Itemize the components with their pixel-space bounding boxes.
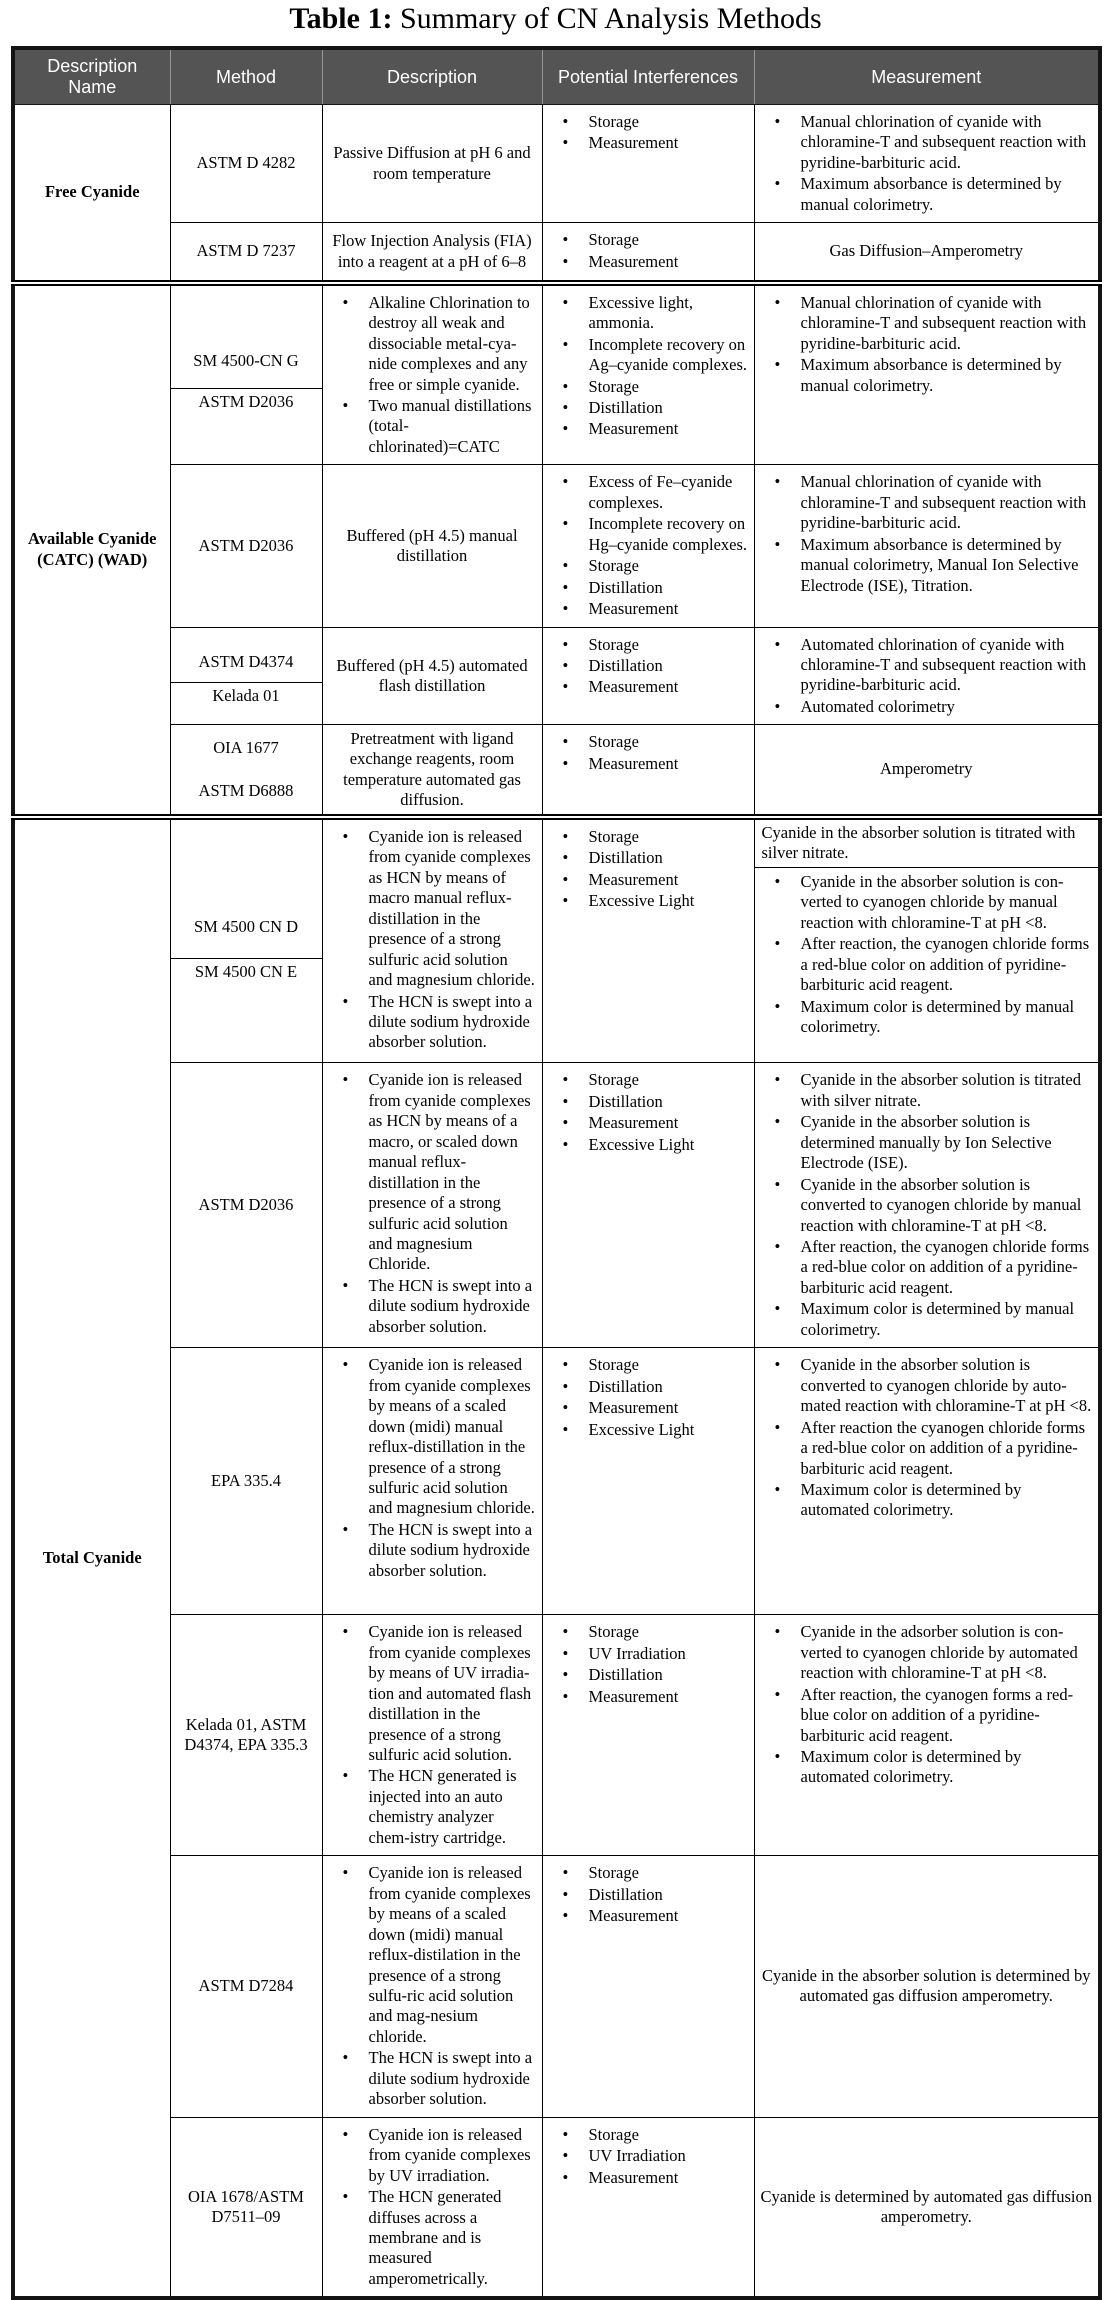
measurement-cell [754,1348,1100,1615]
bullet-item: • Storage [563,1355,748,1375]
bullet-item: • Manual chlorination of cyanide with chloramine-T and subsequent reaction with pyridine-barbituric acid. [775,472,1093,533]
bullet-item: • Distillation [563,656,748,676]
description-cell [322,283,542,465]
bullet-item: • Distillation [563,578,748,598]
bullet-item: • Measurement [563,599,748,619]
header-row [13,48,1100,105]
bullet-item: • Measurement [563,2168,748,2188]
bullet-item: • After reaction, the cyanogen forms a red-blue color on addition of a pyridine-barbituric acid reagent. [775,1685,1093,1746]
interferences-list [549,112,748,154]
method-cell: EPA 335.4 [170,1348,322,1615]
method-cell-split [170,283,322,465]
header-potential-interferences: Potential Interferences [542,48,754,105]
table-row [13,283,1100,465]
measurement-list [761,872,1093,1038]
bullet-item: • Maximum absorbance is determined by manual colorimetry. [775,174,1093,215]
description-cell: Buffered (pH 4.5) manual distillation [322,465,542,627]
table-row [13,223,1100,283]
measurement-cell: Gas Diffusion–Amperometry [754,223,1100,283]
bullet-item: • Distillation [563,1092,748,1112]
table-row [13,627,1100,725]
table-row [13,465,1100,627]
method-subcell: SM 4500-CN G [171,335,322,389]
group-label-total-cyanide: Total Cyanide [13,817,170,2298]
measurement-cell [754,627,1100,725]
interferences-cell [542,725,754,817]
bullet-item: • Manual chlorination of cyanide with chloramine-T and subsequent reaction with pyridine-barbituric acid. [775,112,1093,173]
method-cell: ASTM D2036 [170,1063,322,1348]
table-title-text: Summary of CN Analysis Methods [399,2,822,35]
page-title [0,0,1111,36]
bullet-item: • Maximum color is determined by automated colorimetry. [775,1747,1093,1788]
method-subcell: SM 4500 CN D [171,897,322,959]
bullet-item: • Cyanide ion is released from cyanide complexes by UV irradiation. [343,2125,536,2186]
method-cell: ASTM D7284 [170,1856,322,2117]
interferences-list [549,1622,748,1707]
table-row [13,1856,1100,2117]
bullet-item: • Storage [563,732,748,752]
description-list [329,2125,536,2290]
bullet-item: • Automated chlorination of cyanide with chloramine-T and subsequent reaction with pyridine-barbituric acid. [775,635,1093,696]
method-cell: OIA 1678/ASTM D7511–09 [170,2117,322,2298]
description-list [329,1070,536,1337]
bullet-item: • Distillation [563,1885,748,1905]
bullet-item: • Maximum color is determined by manual colorimetry. [775,997,1093,1038]
bullet-item: • Storage [563,377,748,397]
description-list [329,293,536,458]
bullet-item: • After reaction the cyanogen chloride forms a red-blue color on addition of a pyridine-barbituric acid reagent. [775,1418,1093,1479]
interferences-list [549,293,748,440]
bullet-item: • Distillation [563,398,748,418]
interferences-cell [542,1063,754,1348]
method-cell-stacked [170,725,322,817]
interferences-list [549,1355,748,1440]
method-label: OIA 1677 [213,738,279,758]
description-cell: Passive Diffusion at pH 6 and room temperature [322,105,542,223]
table-row [13,817,1100,1063]
group-label-available-cyanide: Available Cyanide (CATC) (WAD) [13,283,170,817]
bullet-item: • Measurement [563,1687,748,1707]
measurement-list [761,1355,1093,1521]
bullet-item: • Distillation [563,848,748,868]
measurement-list [761,1622,1093,1788]
header-measurement: Measurement [754,48,1100,105]
bullet-item: • Storage [563,1622,748,1642]
bullet-item: • Cyanide ion is released from cyanide complexes by means of a scaled down (midi) manual reflux-distilation in the presence of a strong sulfu-ric acid solution and mag-nesium chloride. [343,1863,536,2047]
bullet-item: • The HCN is swept into a dilute sodium hydroxide absorber solution. [343,992,536,1053]
interferences-list [549,472,748,619]
bullet-item: • Maximum absorbance is determined by manual colorimetry, Manual Ion Selective Electrode (ISE), Titration. [775,535,1093,596]
bullet-item: • Measurement [563,419,748,439]
measurement-cell [754,283,1100,465]
description-list [329,827,536,1053]
measurement-subcell: Cyanide in the absorber solution is titrated with silver nitrate. [755,820,1099,868]
bullet-item: • Cyanide in the adsorber solution is con-verted to cyanogen chloride by automated reaction with chloramine-T at pH <8. [775,1622,1093,1683]
measurement-cell [754,1063,1100,1348]
interferences-cell [542,1348,754,1615]
measurement-cell-split [754,817,1100,1063]
bullet-item: • Manual chlorination of cyanide with chloramine-T and subsequent reaction with pyridine-barbituric acid. [775,293,1093,354]
description-cell [322,1348,542,1615]
measurement-list [761,472,1093,596]
bullet-item: • Excessive Light [563,891,748,911]
bullet-item: • Cyanide in the absorber solution is converted to cyanogen chloride by auto-mated reaction with chloramine-T at pH <8. [775,1355,1093,1416]
measurement-cell: Cyanide in the absorber solution is determined by automated gas diffusion amperometry. [754,1856,1100,2117]
bullet-item: • Cyanide ion is released from cyanide complexes by means of UV irradia-tion and automated flash distillation in the presence of a strong sulfuric acid solution. [343,1622,536,1765]
interferences-list [549,635,748,698]
description-cell [322,1856,542,2117]
bullet-item: • Measurement [563,1113,748,1133]
bullet-item: • Alkaline Chlorination to destroy all weak and dissociable metal-cya-nide complexes and any free or simple cyanide. [343,293,536,395]
header-method: Method [170,48,322,105]
interferences-list [549,732,748,774]
table-row [13,1615,1100,1856]
description-cell [322,1615,542,1856]
method-cell-split [170,817,322,1063]
interferences-cell [542,465,754,627]
interferences-cell [542,105,754,223]
measurement-cell: Amperometry [754,725,1100,817]
measurement-cell [754,465,1100,627]
bullet-item: • UV Irradiation [563,1644,748,1664]
bullet-item: • Measurement [563,252,748,272]
cn-analysis-table [11,46,1102,2300]
description-cell [322,817,542,1063]
bullet-item: • The HCN generated diffuses across a membrane and is measured amperometrically. [343,2187,536,2289]
interferences-list [549,1863,748,1926]
group-label-free-cyanide: Free Cyanide [13,105,170,283]
description-cell: Pretreatment with ligand exchange reagents, room temperature automated gas diffusion. [322,725,542,817]
table-row [13,1063,1100,1348]
method-subcell: SM 4500 CN E [194,961,298,981]
interferences-cell [542,283,754,465]
table-row [13,105,1100,223]
bullet-item: • Cyanide ion is released from cyanide complexes as HCN by means of a macro, or scaled down manual reflux-distillation in the presence of a strong sulfuric acid solution and magnesium Chloride. [343,1070,536,1275]
measurement-cell [754,1615,1100,1856]
bullet-item: • Excessive Light [563,1135,748,1155]
measurement-cell: Cyanide is determined by automated gas diffusion amperometry. [754,2117,1100,2298]
description-cell: Flow Injection Analysis (FIA) into a reagent at a pH of 6–8 [322,223,542,283]
bullet-item: • Cyanide in the absorber solution is determined manually by Ion Selective Electrode (ISE). [775,1112,1093,1173]
interferences-list [549,827,748,912]
method-subcell: ASTM D2036 [198,391,294,411]
bullet-item: • Cyanide in the absorber solution is con-verted to cyanogen chloride by manual reaction with chloramine-T at pH <8. [775,872,1093,933]
bullet-item: • Measurement [563,870,748,890]
interferences-cell [542,627,754,725]
measurement-list [761,1070,1093,1340]
table-row [13,725,1100,817]
bullet-item: • Maximum color is determined by manual colorimetry. [775,1299,1093,1340]
bullet-item: • Measurement [563,133,748,153]
header-description: Description [322,48,542,105]
bullet-item: • Cyanide in the absorber solution is converted to cyanogen chloride by manual reaction with chloramine-T at pH <8. [775,1175,1093,1236]
bullet-item: • Storage [563,556,748,576]
bullet-item: • Excessive Light [563,1420,748,1440]
interferences-list [549,230,748,272]
table-row [13,1348,1100,1615]
bullet-item: • Excessive light, ammonia. [563,293,748,334]
bullet-item: • Maximum color is determined by automated colorimetry. [775,1480,1093,1521]
bullet-item: • Distillation [563,1377,748,1397]
bullet-item: • Excess of Fe–cyanide complexes. [563,472,748,513]
bullet-item: • The HCN generated is injected into an auto chemistry analyzer chem-istry cartridge. [343,1766,536,1848]
bullet-item: • Maximum absorbance is determined by manual colorimetry. [775,355,1093,396]
bullet-item: • After reaction, the cyanogen chloride forms a red-blue color on addition of a pyridine-barbituric acid reagent. [775,1237,1093,1298]
interferences-cell [542,1615,754,1856]
bullet-item: • The HCN is swept into a dilute sodium hydroxide absorber solution. [343,2048,536,2109]
measurement-list [761,635,1093,718]
bullet-item: • Storage [563,1863,748,1883]
bullet-item: • After reaction, the cyanogen chloride forms a red-blue color on addition of pyridine-barbituric acid reagent. [775,934,1093,995]
interferences-cell [542,223,754,283]
bullet-item: • Incomplete recovery on Ag–cyanide complexes. [563,335,748,376]
method-cell: ASTM D 7237 [170,223,322,283]
bullet-item: • Storage [563,112,748,132]
bullet-item: • Storage [563,2125,748,2145]
bullet-item: • Measurement [563,1398,748,1418]
method-subcell: Kelada 01 [212,685,280,705]
interferences-cell [542,1856,754,2117]
method-cell-split [170,627,322,725]
measurement-cell [754,105,1100,223]
measurement-list [761,112,1093,215]
measurement-list [761,293,1093,396]
method-cell: Kelada 01, ASTM D4374, EPA 335.3 [170,1615,322,1856]
bullet-item: • Two manual distillations (total-chlorinated)=CATC [343,396,536,457]
method-cell: ASTM D 4282 [170,105,322,223]
method-subcell: ASTM D4374 [171,643,322,683]
interferences-list [549,1070,748,1155]
header-description-name: Description Name [13,48,170,105]
bullet-item: • UV Irradiation [563,2146,748,2166]
bullet-item: • Measurement [563,677,748,697]
description-cell [322,1063,542,1348]
interferences-cell [542,817,754,1063]
bullet-item: • Measurement [563,754,748,774]
bullet-item: • The HCN is swept into a dilute sodium hydroxide absorber solution. [343,1520,536,1581]
description-list [329,1863,536,2109]
bullet-item: • The HCN is swept into a dilute sodium hydroxide absorber solution. [343,1276,536,1337]
bullet-item: • Incomplete recovery on Hg–cyanide complexes. [563,514,748,555]
description-cell: Buffered (pH 4.5) automated flash distillation [322,627,542,725]
bullet-item: • Distillation [563,1665,748,1685]
bullet-item: • Storage [563,827,748,847]
bullet-item: • Storage [563,1070,748,1090]
table-label: Table 1: [289,2,393,35]
bullet-item: • Automated colorimetry [775,697,1093,717]
method-label: ASTM D6888 [198,780,294,800]
bullet-item: • Cyanide ion is released from cyanide complexes by means of a scaled down (midi) manual reflux-distillation in the presence of a strong sulfuric acid solution and magnesium chloride. [343,1355,536,1519]
bullet-item: • Measurement [563,1906,748,1926]
interferences-list [549,2125,748,2188]
bullet-item: • Storage [563,230,748,250]
bullet-item: • Storage [563,635,748,655]
bullet-item: • Cyanide ion is released from cyanide complexes as HCN by means of macro manual reflux-distillation in the presence of a strong sulfuric acid solution and magnesium chloride. [343,827,536,991]
description-list [329,1622,536,1848]
method-cell: ASTM D2036 [170,465,322,627]
bullet-item: • Cyanide in the absorber solution is titrated with silver nitrate. [775,1070,1093,1111]
measurement-subcell [755,868,1099,1042]
description-list [329,1355,536,1581]
